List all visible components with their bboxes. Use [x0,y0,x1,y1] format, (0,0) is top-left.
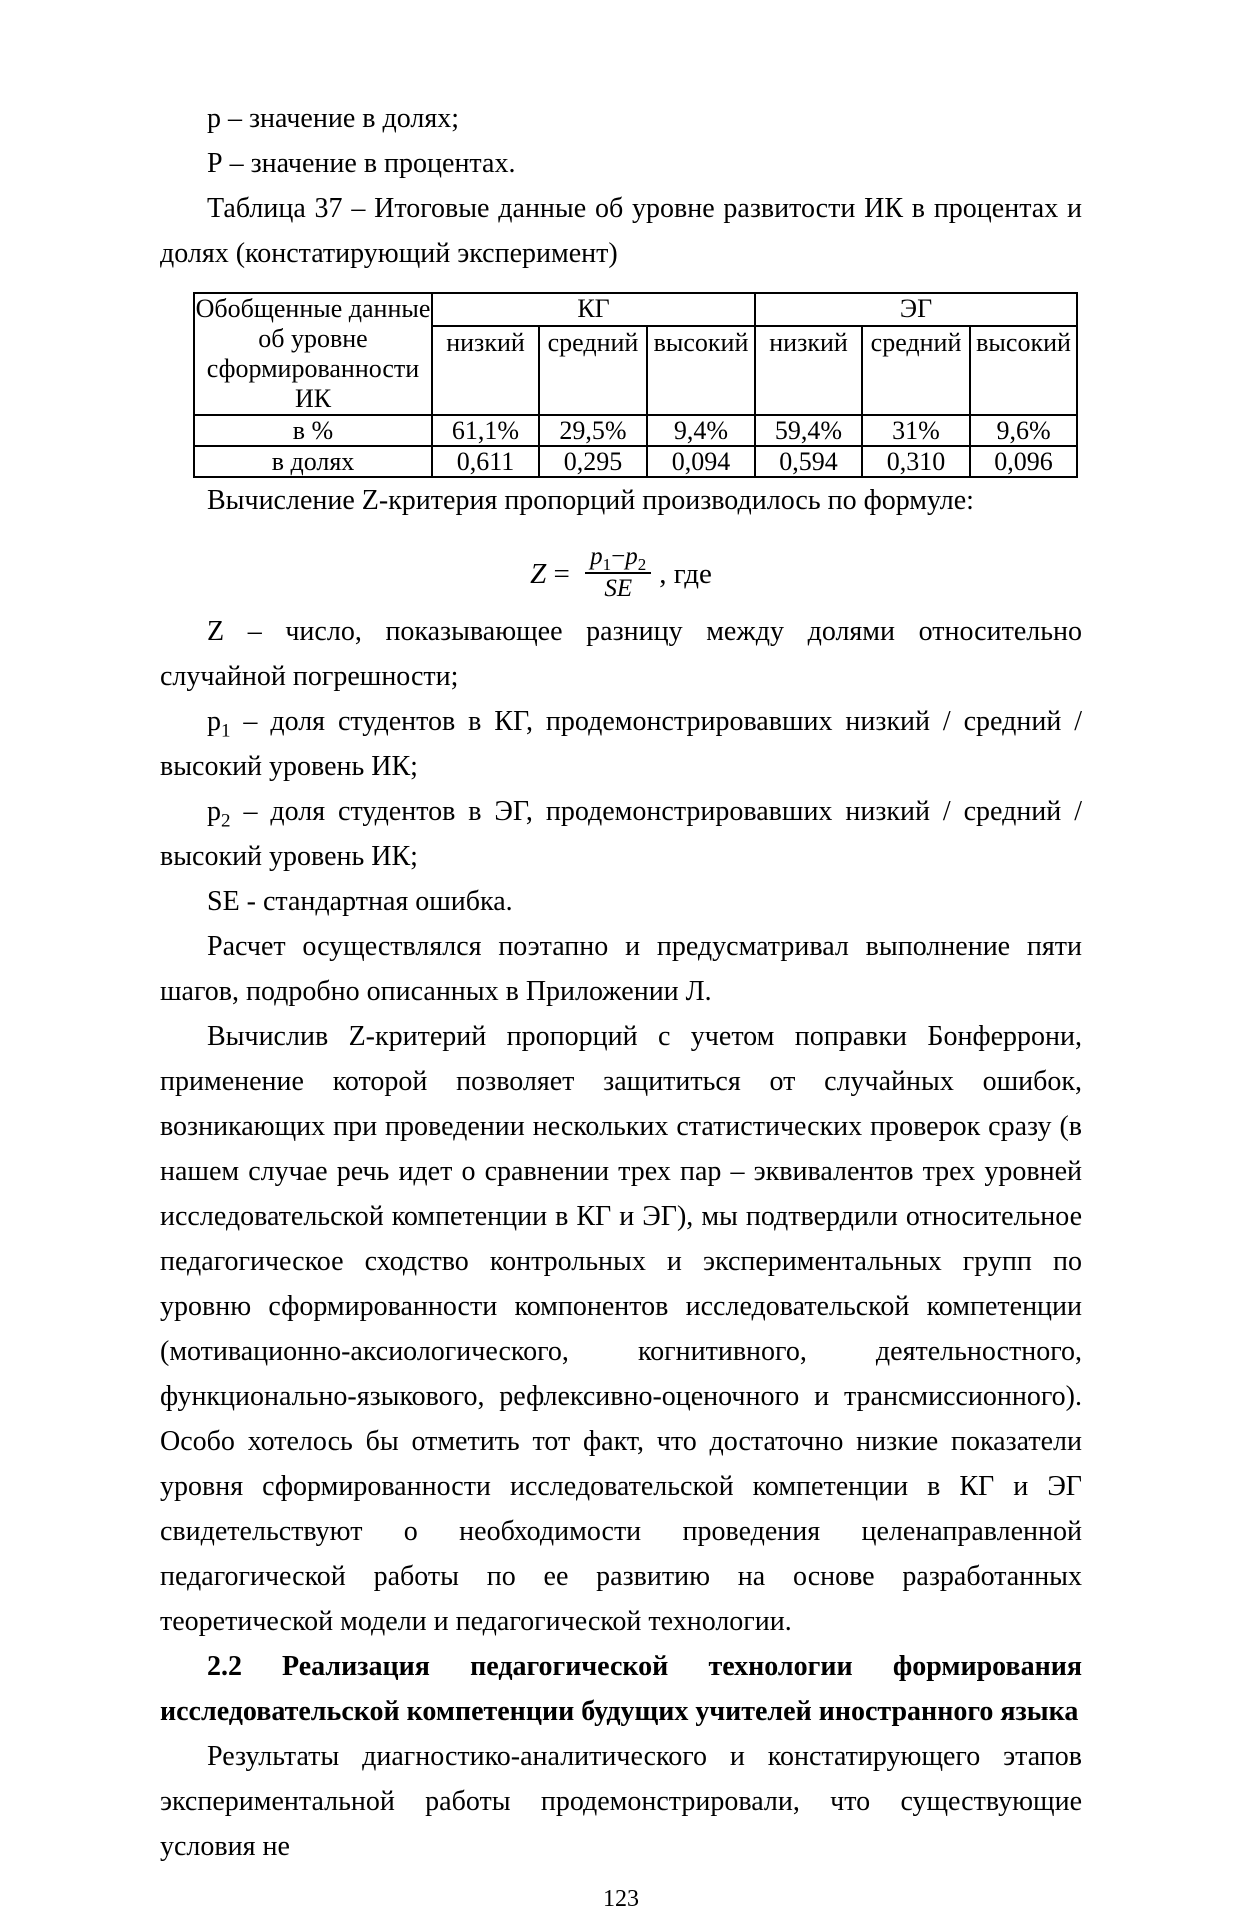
formula-fraction [585,543,651,605]
formula-suffix: , где [659,558,712,590]
row-label: в % [194,415,432,446]
level-header-kg-mid: средний [539,326,647,415]
cell-value: 9,4% [647,415,755,446]
level-header-kg-low: низкий [432,326,539,415]
table-row-percent [194,415,1077,446]
group-header-kg: КГ [432,293,755,326]
cell-value: 59,4% [755,415,862,446]
definition-se: SE - стандартная ошибка. [207,886,513,917]
table-row-fractions [194,446,1077,477]
paragraph-calculation: Расчет осуществлялся поэтапно и предусматривал выполнение пяти шагов, подробно описанных в Приложении Л. [160,931,1082,1007]
group-header-eg: ЭГ [755,293,1077,326]
section-heading [160,1644,1082,1734]
formula-lhs: Z [530,558,547,590]
level-header-eg-high: высокий [970,326,1077,415]
level-header-eg-low: низкий [755,326,862,415]
definition-z: Z – число, показывающее разницу между долями относительно случайной погрешности; [160,616,1082,692]
row-label: в долях [194,446,432,477]
cell-value: 0,094 [647,446,755,477]
formula-equals: = [546,558,578,590]
table-caption: Таблица 37 – Итоговые данные об уровне развитости ИК в процентах и долях (констатирующий эксперимент) [160,193,1082,269]
definition-line-P: Р – значение в процентах. [207,148,516,179]
section-title: Реализация педагогической технологии формирования исследовательской компетенции будущих учителей иностранного языка [160,1651,1082,1727]
definition-p1: $p_1$ – доля студентов в КГ, продемонстрировавших низкий / средний / высокий уровень ИК; [160,706,1082,782]
cell-value: 61,1% [432,415,539,446]
definition-p2: $p_2$ – доля студентов в ЭГ, продемонстрировавших низкий / средний / высокий уровень ИК; [160,796,1082,872]
section-number: 2.2 [207,1651,242,1682]
cell-value: 29,5% [539,415,647,446]
formula-denominator: SE [604,575,633,603]
cell-value: 0,594 [755,446,862,477]
definition-line-p: p – значение в долях; [207,103,459,134]
level-header-eg-mid: средний [862,326,970,415]
formula-intro: Вычисление Z-критерия пропорций производилось по формуле: [207,485,974,516]
page-number: 123 [603,1886,639,1912]
cell-value: 9,6% [970,415,1077,446]
cell-value: 0,295 [539,446,647,477]
paragraph-main: Вычислив Z-критерий пропорций с учетом поправки Бонферрони, применение которой позволяет защититься от случайных ошибок, возникающих при проведении нескольких статистических проверок сразу (в нашем случае речь идет о сравнении трех пар – эквивалентов трех уровней исследовательской компетенции в КГ и ЭГ), мы подтвердили относительное педагогическое сходство контрольных и экспериментальных групп по уровню сформированности компонентов исследовательской компетенции (мотивационно-аксиологического, когнитивного, деятельностного, функционально-языкового, рефлексивно-оценочного и трансмиссионного). Особо хотелось бы отметить тот факт, что достаточно низкие показатели уровня сформированности исследовательской компетенции в КГ и ЭГ свидетельствуют о необходимости проведения целенаправленной педагогической работы по ее развитию на основе разработанных теоретической модели и педагогической технологии. [160,1021,1082,1637]
level-header-kg-high: высокий [647,326,755,415]
cell-value: 0,310 [862,446,970,477]
paragraph-closing: Результаты диагностико-аналитического и констатирующего этапов экспериментальной работы продемонстрировали, что существующие условия не [160,1741,1082,1862]
cell-value: 0,096 [970,446,1077,477]
table-corner-header: Обобщенные данные об уровне сформированности ИК [195,294,431,413]
z-criterion-formula [160,539,1082,609]
formula-numerator: $p_1-p_2$ [585,543,651,575]
results-table [193,292,1078,478]
cell-value: 31% [862,415,970,446]
cell-value: 0,611 [432,446,539,477]
